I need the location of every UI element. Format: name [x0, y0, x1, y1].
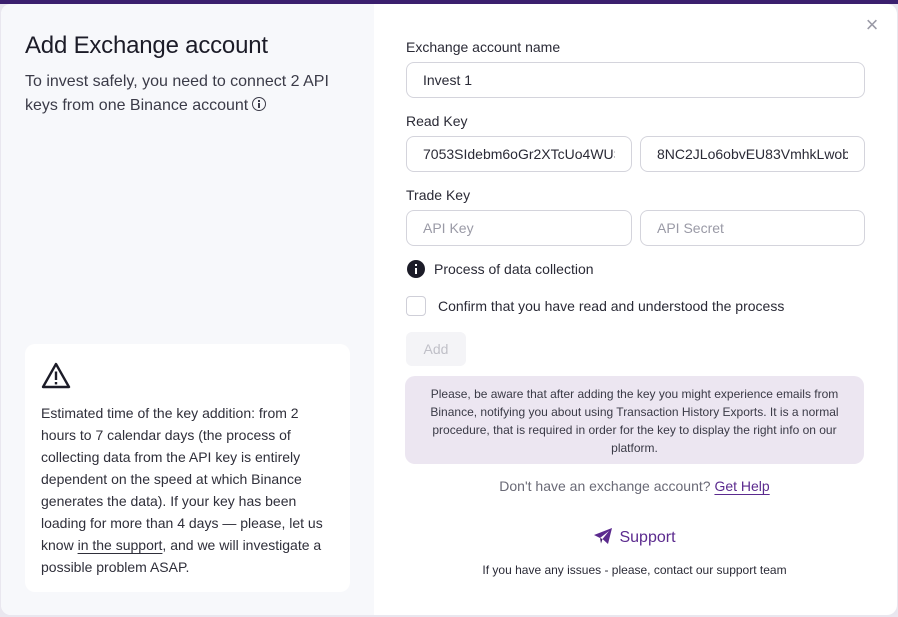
warning-icon [41, 362, 71, 390]
account-name-label: Exchange account name [406, 39, 561, 55]
modal-title: Add Exchange account [25, 32, 268, 59]
get-help-link[interactable]: Get Help [714, 478, 770, 494]
support-button[interactable] [405, 527, 864, 547]
support-label: Support [619, 529, 676, 546]
warning-text-after: , and we will investigate a possible problem ASAP. [41, 537, 322, 575]
close-icon[interactable]: × [865, 12, 879, 37]
warning-text [41, 402, 334, 578]
modal-subtitle [25, 70, 345, 118]
subtitle-text: To invest safely, you need to connect 2 API keys from one Binance account [25, 73, 329, 114]
transaction-notice: Please, be aware that after adding the key you might experience emails from Binance, notifying you about using Transaction History Exports. It is a normal procedure, that is required in order for the key to display the right info on our platform. [405, 376, 864, 464]
read-key-label: Read Key [406, 113, 468, 129]
trade-api-secret-input[interactable] [640, 210, 865, 246]
warning-card [25, 344, 350, 592]
read-api-secret-input[interactable] [640, 136, 865, 172]
trade-api-key-input[interactable] [406, 210, 632, 246]
confirm-label[interactable]: Confirm that you have read and understood the process [438, 298, 785, 314]
info-icon[interactable] [252, 97, 266, 111]
trade-key-label: Trade Key [406, 187, 471, 203]
support-link[interactable]: in the support [77, 537, 163, 553]
process-link[interactable]: Process of data collection [434, 261, 594, 277]
confirm-checkbox[interactable] [406, 296, 426, 316]
add-button[interactable]: Add [406, 332, 466, 366]
read-api-key-input[interactable] [406, 136, 632, 172]
no-account-text: Don't have an exchange account? [499, 478, 711, 494]
warning-text-before: Estimated time of the key addition: from 2 hours to 7 calendar days (the process of collecting data from the API key is entirely dependent on the speed at which Binance generates the data). If your key has been loading for more than 4 days — please, let us know [41, 405, 323, 553]
modal-left-panel [1, 4, 374, 615]
support-note: If you have any issues - please, contact our support team [482, 563, 787, 577]
account-name-input[interactable] [406, 62, 865, 98]
telegram-icon [593, 527, 613, 545]
no-account-line [405, 478, 864, 494]
info-icon[interactable] [407, 260, 425, 278]
